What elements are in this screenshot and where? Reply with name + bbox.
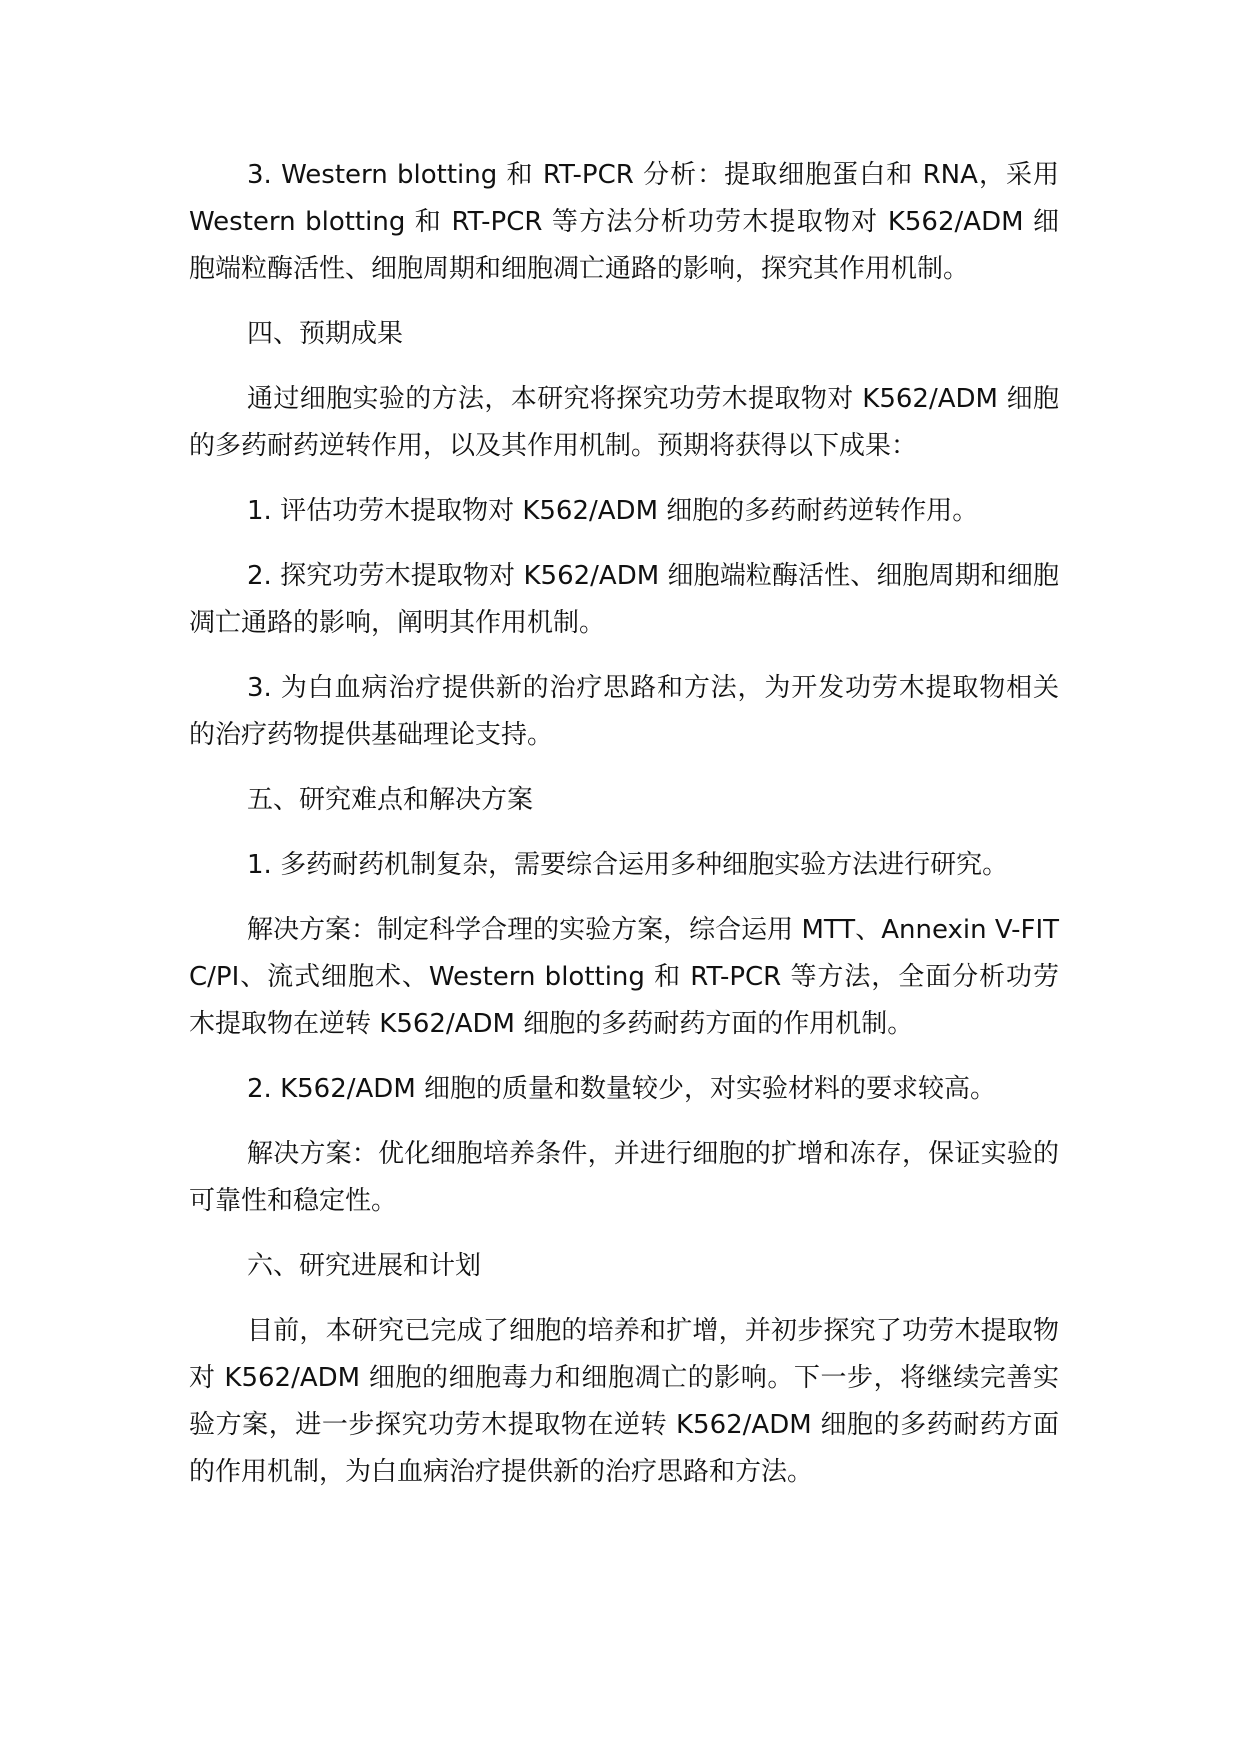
- section-heading-difficulties: 五、研究难点和解决方案: [247, 785, 534, 815]
- section-heading-progress: 六、研究进展和计划: [247, 1251, 482, 1281]
- paragraph-progress: 目前，本研究已完成了细胞的培养和扩增，并初步探究了功劳木提取物对 K562/ADM 细胞的细胞毒力和细胞凋亡的影响。下一步，将继续完善实验方案，进一步探究功劳木提取物在逆转 K562/ADM 细胞的多药耐药方面的作用机制，为白血病治疗提供新的治疗思路和方法。: [189, 1316, 1059, 1487]
- paragraph-method-3: 3. Western blotting 和 RT-PCR 分析：提取细胞蛋白和 RNA，采用 Western blotting 和 RT-PCR 等方法分析功劳木提取物对 K562/ADM 细胞端粒酶活性、细胞周期和细胞凋亡通路的影响，探究其作用机制。: [189, 160, 1059, 284]
- paragraph-difficulty-2: 2. K562/ADM 细胞的质量和数量较少，对实验材料的要求较高。: [247, 1074, 997, 1104]
- paragraph-expected-3: 3. 为白血病治疗提供新的治疗思路和方法，为开发功劳木提取物相关的治疗药物提供基础理论支持。: [189, 673, 1059, 750]
- paragraph-expected-1: 1. 评估功劳木提取物对 K562/ADM 细胞的多药耐药逆转作用。: [247, 496, 979, 526]
- section-heading-expected-results: 四、预期成果: [247, 319, 404, 349]
- document-body: [189, 152, 1059, 1514]
- paragraph-solution-1: 解决方案：制定科学合理的实验方案，综合运用 MTT、Annexin V-FITC/PI、流式细胞术、Western blotting 和 RT-PCR 等方法，全面分析功劳木提取物在逆转 K562/ADM 细胞的多药耐药方面的作用机制。: [189, 915, 1059, 1039]
- paragraph-solution-2: 解决方案：优化细胞培养条件，并进行细胞的扩增和冻存，保证实验的可靠性和稳定性。: [189, 1139, 1059, 1216]
- paragraph-difficulty-1: 1. 多药耐药机制复杂，需要综合运用多种细胞实验方法进行研究。: [247, 850, 1009, 880]
- paragraph-expected-2: 2. 探究功劳木提取物对 K562/ADM 细胞端粒酶活性、细胞周期和细胞凋亡通路的影响，阐明其作用机制。: [189, 561, 1059, 638]
- paragraph-expected-intro: 通过细胞实验的方法，本研究将探究功劳木提取物对 K562/ADM 细胞的多药耐药逆转作用，以及其作用机制。预期将获得以下成果：: [189, 384, 1059, 461]
